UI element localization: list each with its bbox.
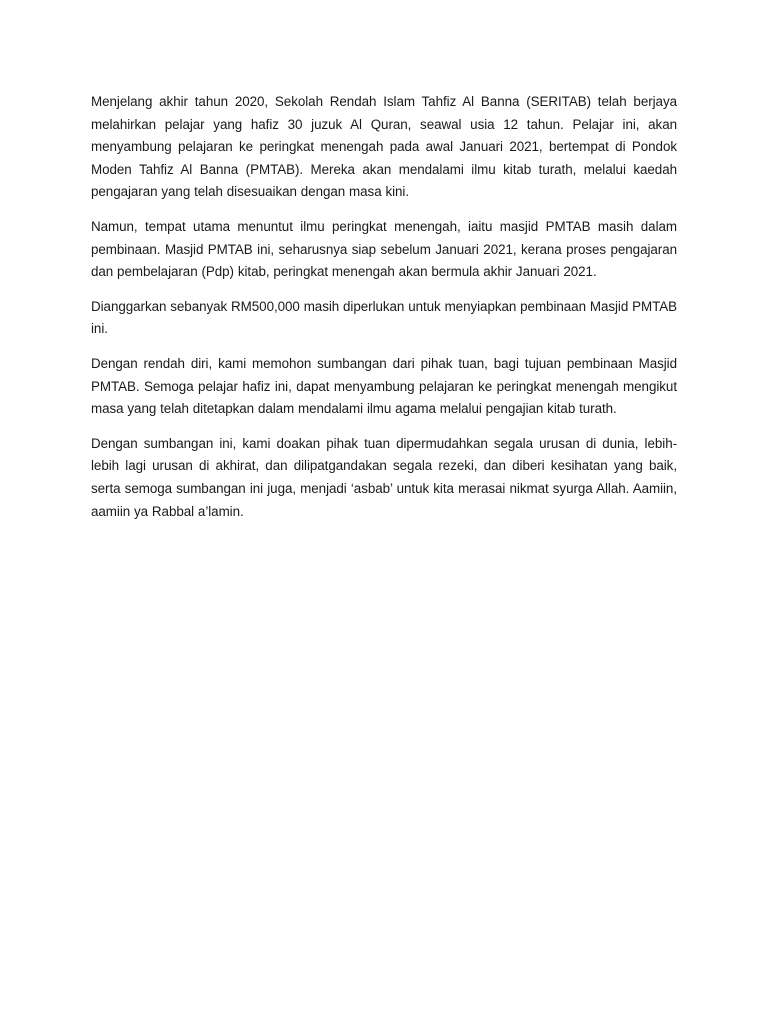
paragraph-mosque-construction: Namun, tempat utama menuntut ilmu peringkat menengah, iaitu masjid PMTAB masih dalam pembinaan. Masjid PMTAB ini, seharusnya siap sebelum Januari 2021, kerana proses pengajaran dan pembelajaran (Pdp) kitab, peringkat menengah akan bermula akhir Januari 2021. [91, 218, 677, 280]
paragraph-prayer: Dengan sumbangan ini, kami doakan pihak tuan dipermudahkan segala urusan di dunia, lebih-lebih lagi urusan di akhirat, dan dilipatgandakan segala rezeki, dan diberi kesihatan yang baik, serta semoga sumbangan ini juga, menjadi ‘asbab’ untuk kita merasai nikmat syurga Allah. Aamiin, aamiin ya Rabbal a’lamin. [91, 435, 677, 519]
paragraph-funding-needed: Dianggarkan sebanyak RM500,000 masih diperlukan untuk menyiapkan pembinaan Masjid PMTAB ini. [91, 298, 677, 337]
document-body [91, 91, 677, 535]
paragraph-intro: Menjelang akhir tahun 2020, Sekolah Rendah Islam Tahfiz Al Banna (SERITAB) telah berjaya melahirkan pelajar yang hafiz 30 juzuk Al Quran, seawal usia 12 tahun. Pelajar ini, akan menyambung pelajaran ke peringkat menengah pada awal Januari 2021, bertempat di Pondok Moden Tahfiz Al Banna (PMTAB). Mereka akan mendalami ilmu kitab turath, melalui kaedah pengajaran yang telah disesuaikan dengan masa kini. [91, 94, 677, 200]
paragraph-donation-request: Dengan rendah diri, kami memohon sumbangan dari pihak tuan, bagi tujuan pembinaan Masjid PMTAB. Semoga pelajar hafiz ini, dapat menyambung pelajaran ke peringkat menengah mengikut masa yang telah ditetapkan dalam mendalami ilmu agama melalui pengajian kitab turath. [91, 355, 677, 417]
